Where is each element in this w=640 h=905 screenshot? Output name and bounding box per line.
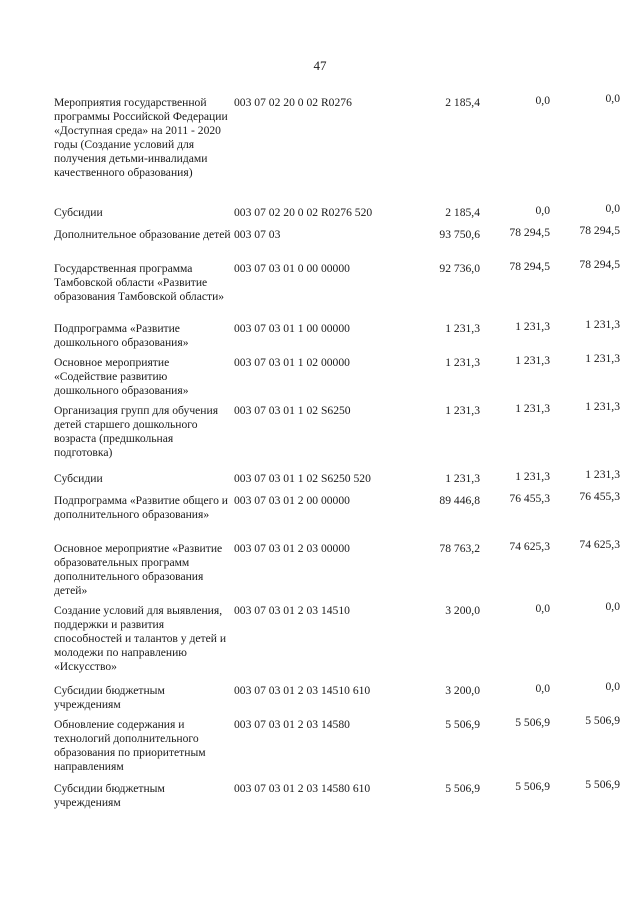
row-name: Основное мероприятие «Развитие образовательных программ дополнительного образования детей»: [54, 542, 223, 597]
row-value-2: 78 294,5: [509, 226, 550, 239]
row-value-2: 1 231,3: [515, 470, 550, 483]
row-code: 003 07 03 01 2 03 00000: [234, 542, 350, 555]
row-name: Создание условий для выявления, поддержки и развития способностей и талантов у детей и молодежи по направлению «Искусство»: [54, 604, 227, 673]
row-value-3: 5 506,9: [585, 714, 620, 727]
row-value-3: 0,0: [605, 92, 620, 105]
row-value-2: 1 231,3: [515, 402, 550, 415]
row-name: Мероприятия государственной программы Российской Федерации «Доступная среда» на 2011 - 2020 годы (Создание условий для получения детьми-инвалидами качественного образования): [54, 96, 228, 179]
row-value-3: 78 294,5: [579, 258, 620, 271]
row-value-3: 1 231,3: [585, 352, 620, 365]
row-value-1: 1 231,3: [445, 322, 480, 335]
row-value-3: 5 506,9: [585, 778, 620, 791]
row-code: 003 07 03 01 1 00 00000: [234, 322, 350, 335]
row-code: 003 07 03 01 0 00 00000: [234, 262, 350, 275]
row-value-1: 3 200,0: [445, 684, 480, 697]
row-value-2: 78 294,5: [509, 260, 550, 273]
row-name: Субсидии: [54, 206, 103, 219]
row-code: 003 07 03 01 2 03 14580 610: [234, 782, 371, 795]
row-value-1: 5 506,9: [445, 782, 480, 795]
row-name: Подпрограмма «Развитие дошкольного образования»: [54, 322, 189, 349]
row-value-2: 5 506,9: [515, 780, 550, 793]
row-value-2: 0,0: [535, 682, 550, 695]
row-value-3: 78 294,5: [579, 224, 620, 237]
row-code: 003 07 03 01 2 03 14510 610: [234, 684, 371, 697]
row-value-3: 0,0: [605, 202, 620, 215]
row-value-3: 1 231,3: [585, 318, 620, 331]
row-name: Государственная программа Тамбовской области «Развитие образования Тамбовской области»: [54, 262, 225, 303]
row-name: Подпрограмма «Развитие общего и дополнительного образования»: [54, 494, 228, 521]
row-code: 003 07 02 20 0 02 R0276 520: [234, 206, 373, 219]
row-code: 003 07 03: [234, 228, 281, 241]
row-value-1: 1 231,3: [445, 472, 480, 485]
row-name: Организация групп для обучения детей старшего дошкольного возраста (предшкольная подготовка): [54, 404, 219, 459]
row-value-3: 0,0: [605, 680, 620, 693]
row-value-3: 76 455,3: [579, 490, 620, 503]
row-value-2: 0,0: [535, 204, 550, 217]
row-name: Основное мероприятие «Содействие развитию дошкольного образования»: [54, 356, 189, 397]
row-value-3: 1 231,3: [585, 468, 620, 481]
row-code: 003 07 03 01 2 03 14510: [234, 604, 350, 617]
row-code: 003 07 03 01 1 02 S6250: [234, 404, 351, 417]
row-value-1: 92 736,0: [439, 262, 480, 275]
row-value-2: 5 506,9: [515, 716, 550, 729]
row-name: Субсидии бюджетным учреждениям: [54, 684, 165, 711]
row-value-1: 89 446,8: [439, 494, 480, 507]
page-number: 47: [313, 58, 327, 73]
row-value-3: 0,0: [605, 600, 620, 613]
row-value-2: 74 625,3: [509, 540, 550, 553]
row-name: Субсидии бюджетным учреждениям: [54, 782, 165, 809]
row-value-2: 0,0: [535, 602, 550, 615]
row-value-2: 76 455,3: [509, 492, 550, 505]
row-value-3: 1 231,3: [585, 400, 620, 413]
row-code: 003 07 03 01 2 03 14580: [234, 718, 350, 731]
row-code: 003 07 03 01 2 00 00000: [234, 494, 350, 507]
row-value-3: 74 625,3: [579, 538, 620, 551]
row-value-1: 78 763,2: [439, 542, 480, 555]
row-value-2: 0,0: [535, 94, 550, 107]
row-code: 003 07 02 20 0 02 R0276: [234, 96, 352, 109]
row-value-1: 93 750,6: [439, 228, 480, 241]
row-value-2: 1 231,3: [515, 354, 550, 367]
row-value-1: 2 185,4: [445, 206, 480, 219]
row-value-1: 5 506,9: [445, 718, 480, 731]
row-value-2: 1 231,3: [515, 320, 550, 333]
row-value-1: 1 231,3: [445, 404, 480, 417]
row-name: Субсидии: [54, 472, 103, 485]
row-value-1: 3 200,0: [445, 604, 480, 617]
row-name: Дополнительное образование детей: [54, 228, 231, 241]
row-value-1: 1 231,3: [445, 356, 480, 369]
row-code: 003 07 03 01 1 02 S6250 520: [234, 472, 371, 485]
row-value-1: 2 185,4: [445, 96, 480, 109]
row-name: Обновление содержания и технологий дополнительного образования по приоритетным направлениям: [54, 718, 206, 773]
row-code: 003 07 03 01 1 02 00000: [234, 356, 350, 369]
